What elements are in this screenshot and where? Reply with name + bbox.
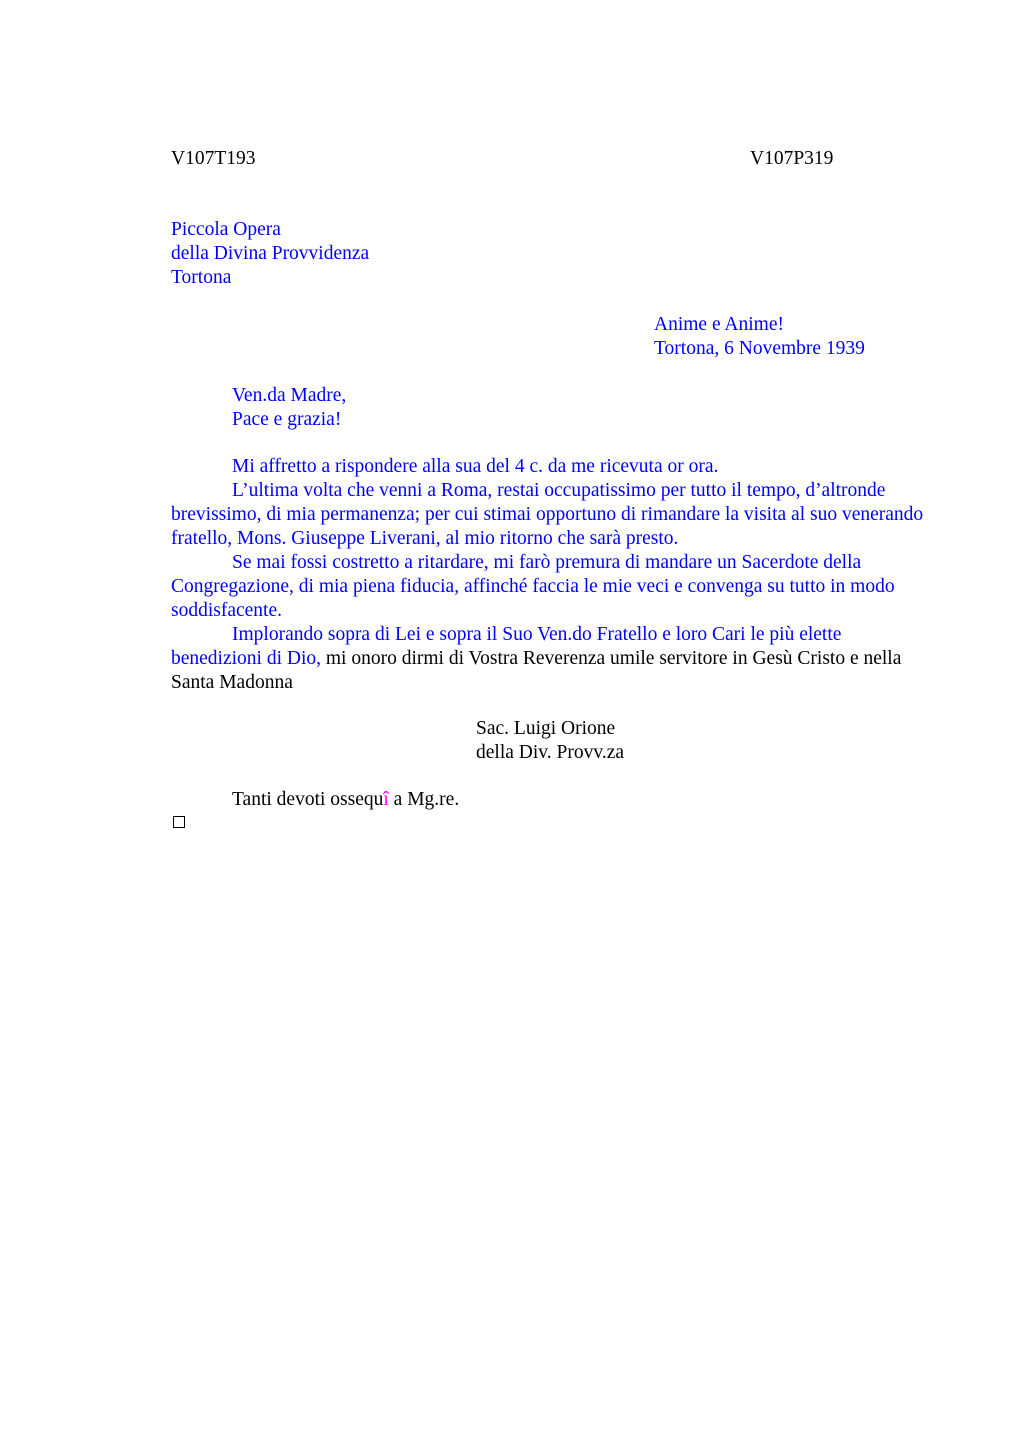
- body-paragraph-2: L’ultima volta che venni a Roma, restai occupatissimo per tutto il tempo, d’altronde brevissimo, di mia permanenza; per cui stimai opportuno di rimandare la visita al suo venerando fratello, Mons. Giuseppe Liverani, al mio ritorno che sarà presto.: [171, 480, 924, 549]
- letter-body: [171, 455, 931, 695]
- signature-name: Sac. Luigi Orione: [476, 718, 616, 739]
- body-paragraph-1: Mi affretto a rispondere alla sua del 4 c. da me ricevuta or ora.: [232, 456, 719, 477]
- body-paragraph-4-closing: mi onoro dirmi di Vostra Reverenza umile servitore in Gesù Cristo e nella Santa Madonna: [171, 648, 902, 693]
- body-paragraph-4: [171, 623, 931, 695]
- place-date: Tortona, 6 Novembre 1939: [654, 338, 865, 359]
- letterhead: [171, 218, 369, 290]
- postscript-text-end: a Mg.re.: [388, 789, 460, 810]
- checkbox-square-icon: [173, 816, 185, 828]
- body-paragraph-3: Se mai fossi costretto a ritardare, mi farò premura di mandare un Sacerdote della Congregazione, di mia piena fiducia, affinché faccia le mie veci e convenga su tutto in modo soddisfacente.: [171, 552, 895, 621]
- postscript: [232, 788, 459, 812]
- greeting: Pace e grazia!: [232, 409, 342, 430]
- signature: [476, 717, 624, 765]
- ref-code-right: V107P319: [750, 148, 834, 169]
- postscript-text-start: Tanti devoti ossequ: [232, 789, 384, 810]
- letterhead-line-3: Tortona: [171, 267, 232, 288]
- letterhead-line-1: Piccola Opera: [171, 219, 281, 240]
- salutation: [232, 384, 346, 432]
- body-paragraph-4-blessing: Implorando sopra di Lei e sopra il Suo Ven.do Fratello e loro Cari le più elette benedizioni di Dio,: [171, 624, 842, 669]
- letterhead-line-2: della Divina Provvidenza: [171, 243, 370, 264]
- signature-title: della Div. Provv.za: [476, 742, 625, 763]
- dateline: [654, 313, 865, 361]
- addressee: Ven.da Madre,: [232, 385, 347, 406]
- ref-code-left: V107T193: [171, 148, 256, 169]
- motto: Anime e Anime!: [654, 314, 784, 335]
- postscript-accent-char: î: [383, 789, 389, 810]
